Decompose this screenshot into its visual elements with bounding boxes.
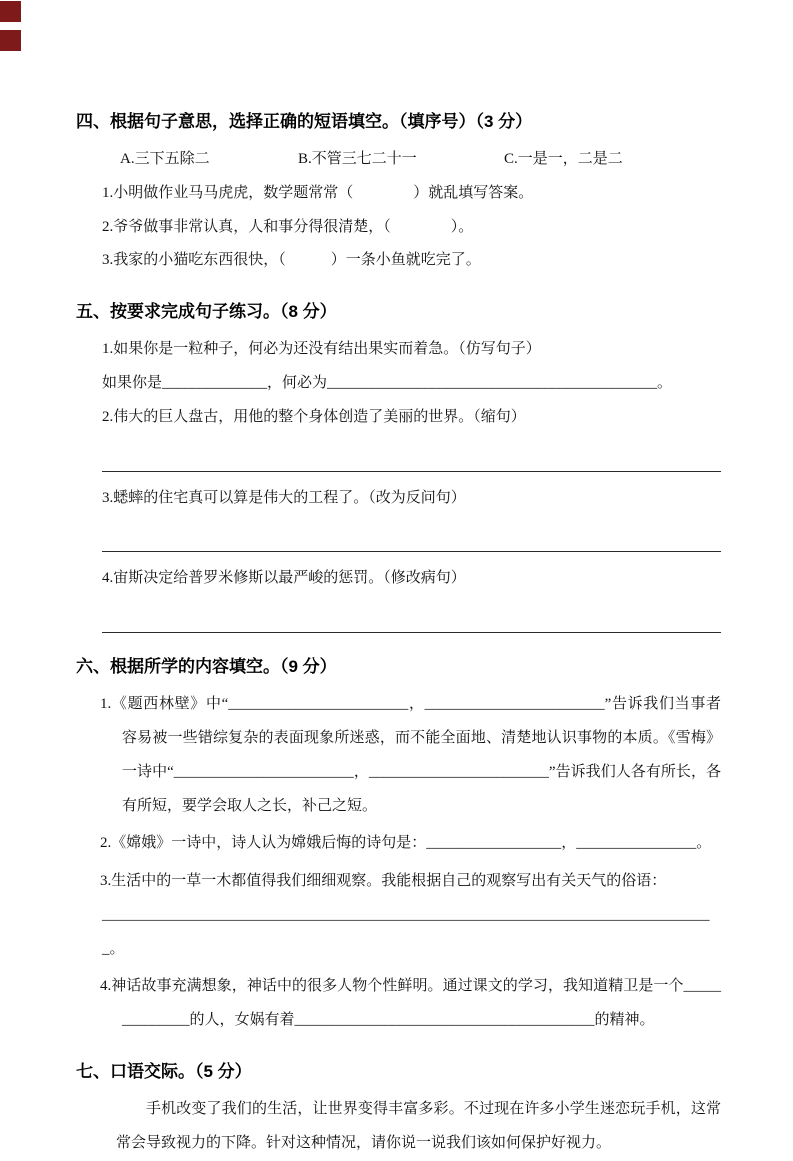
question-4-1: 1.小明做作业马马虎虎，数学题常常（ ）就乱填写答案。 xyxy=(102,184,534,201)
answer-line-5-4[interactable] xyxy=(102,596,721,633)
question-6-1: 1.《题西林壁》中“________________________，________________________”告诉我们当事者容易被一些错综复杂的表面现象所迷惑，而不能全面地、清楚地认识事物的本质。《雪梅》一诗中“________________________，________________________”告诉我们人各有所长，各有所短，要学会取人之长，补己之短。 xyxy=(100,696,721,814)
option-a: A.三下五除二 xyxy=(120,151,210,168)
question-5-1: 1.如果你是一粒种子，何必为还没有结出果实而着急。（仿写句子） xyxy=(102,341,541,358)
section-6-content-fill xyxy=(76,653,721,1038)
section-4-phrase-fill xyxy=(76,108,721,278)
print-registration-mark-top xyxy=(0,1,21,22)
section-5-title: 五、按要求完成句子练习。（8 分） xyxy=(76,302,337,322)
section-4-title: 四、根据句子意思，选择正确的短语填空。（填序号）（3 分） xyxy=(76,112,533,131)
section-4-options-row xyxy=(76,143,721,177)
section-6-title: 六、根据所学的内容填空。（9 分） xyxy=(76,657,337,677)
question-6-4: 4.神话故事充满想象，神话中的很多人物个性鲜明。通过课文的学习，我知道精卫是一个______________的人，女娲有着________________________________________的精神。 xyxy=(100,978,721,1029)
section-7-prompt: 手机改变了我们的生活，让世界变得丰富多彩。不过现在许多小学生迷恋玩手机，这常常会导致视力的下降。针对这种情况，请你说一说我们该如何保护好视力。 xyxy=(116,1101,721,1151)
answer-line-5-2[interactable] xyxy=(102,435,721,472)
question-4-3: 3.我家的小猫吃东西很快，（ ）一条小鱼就吃完了。 xyxy=(102,252,481,269)
question-5-4: 4.宙斯决定给普罗米修斯以最严峻的惩罚。（修改病句） xyxy=(102,570,466,587)
section-7-title: 七、口语交际。（5 分） xyxy=(76,1061,252,1081)
question-5-1-blanks[interactable]: 如果你是______________，何必为____________________________________________。 xyxy=(102,375,673,392)
answer-line-5-3[interactable] xyxy=(102,515,721,552)
print-registration-mark-bottom xyxy=(0,30,21,51)
question-4-2: 2.爷爷做事非常认真，人和事分得很清楚，（ ）。 xyxy=(102,218,474,235)
option-c: C.一是一，二是二 xyxy=(504,151,623,168)
question-6-3: 3.生活中的一草一木都值得我们细细观察。我能根据自己的观察写出有关天气的俗语： xyxy=(100,873,667,890)
question-6-2: 2.《嫦娥》一诗中，诗人认为嫦娥后悔的诗句是：__________________，________________。 xyxy=(100,835,712,852)
question-6-3-blank[interactable]: __________________________________________________________________________________。 xyxy=(102,906,710,957)
question-5-2: 2.伟大的巨人盘古，用他的整个身体创造了美丽的世界。（缩句） xyxy=(102,408,526,425)
section-7-oral-communication xyxy=(76,1058,721,1161)
section-5-sentence-practice xyxy=(76,298,721,633)
question-5-3: 3.蟋蟀的住宅真可以算是伟大的工程了。（改为反问句） xyxy=(102,489,466,506)
option-b: B.不管三七二十一 xyxy=(298,151,417,168)
